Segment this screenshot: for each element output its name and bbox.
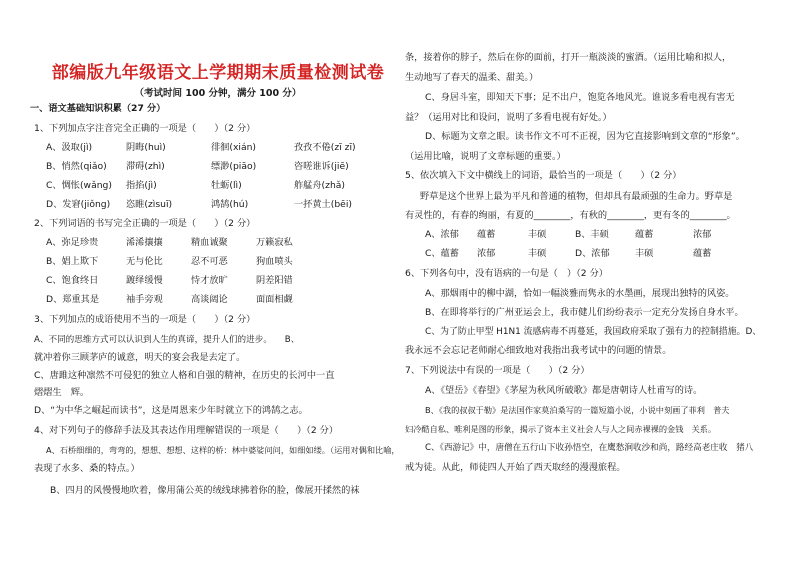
q4-option-a: A、石桥细细的，弯弯的，想想、想想、这样的桥：林中婆娑问问，如细如缕。（运用对偶和比喻， [46,445,400,455]
q2-option-row4-item4: 面面相觑 [256,294,293,305]
q4-option-c-cont: 益？（运用对比和设问，说明了多看电视有好处。） [405,112,612,123]
q2-option-row1-item2: 浠浠攘攘 [126,237,163,248]
q2-option-row1-item4: 万籁寂私 [256,237,293,248]
q4-option-a-cont: 表现了水多、桑的特点。） [34,463,140,474]
q4-option-b: B、四月的风慢慢地吹着，像用蒲公英的绒线球拂着你的脸，像展开揉然的袜 [50,485,360,496]
q2-option-row1-item1: A、弥足珍贵 [46,237,99,248]
q1-option-row3-item1: C、惆怅(wǎng) [46,180,112,191]
q2-option-row3-item1: C、饱食终日 [46,275,99,286]
q2-option-row3-item2: 踱绎缓慢 [126,275,163,286]
q5-option-row2-item5: 丰硕 [635,248,654,259]
q5-option-row2-item4: D、浓郁 [575,248,610,259]
q2-option-row1-item3: 精血诚聚 [191,237,228,248]
section-1-heading: 一、语文基础知识积累（27 分） [30,103,166,114]
q2-option-row2-item2: 无与伦比 [126,256,163,267]
q2-option-row3-item3: 恃才放旷 [191,275,228,286]
q3-option-c: C、唐雎这种凛然不可侵犯的独立人格和自强的精神，在历史的长河中一直 [34,370,335,381]
q4-option-d-cont: （运用比喻，说明了文章标题的重要。） [405,151,566,162]
q6-option-d: 我永远不会忘记老师耐心细致地对我指出我考试中的问题的情景。 [405,345,672,356]
q1-option-row4-item4: 一抔黄土(bēi) [294,199,352,210]
q4-option-b-cont: 条，接着你的脖子，然后在你的面前，打开一瓶淡淡的蜜酒。（运用比喻和拟人， [405,52,732,63]
q3-stem: 3、下列加点的成语使用不当的一项是（ ）（2 分） [34,314,256,325]
q2-option-row3-item4: 阴差阳错 [256,275,293,286]
q2-option-row4-item1: D、郑重其是 [46,294,100,305]
q6-option-b: B、在即将举行的广州亚运会上，我市健儿们纷纷表示一定充分发扬自身水平。 [425,307,744,318]
q5-option-row2-item6: 蕴蓄 [693,248,712,259]
q5-stem: 5、依次填入下文中横线上的词语，最恰当的一项是（ ）（2 分） [405,170,682,181]
q7-option-a: A、《望岳》《春望》《茅屋为秋风所破歌》都是唐朝诗人杜甫写的诗。 [425,385,703,396]
q1-option-row1-item1: A、汲取(jì) [46,142,93,153]
q1-option-row1-item4: 孜孜不倦(zī zī) [294,142,356,153]
q2-option-row4-item3: 高谈阔论 [191,294,228,305]
q6-option-c: C、为了防止甲型 H1N1 流感病毒不再蔓延，我国政府采取了强有力的控制措施。D、 [425,327,762,337]
q2-option-row2-item1: B、娼上欺下 [46,256,99,267]
q1-option-row3-item4: 舴艋舟(zhǎ) [294,180,346,191]
q6-stem: 6、下列各句中，没有语病的一句是（ ）（2 分） [405,268,608,279]
q4-option-c: C、身居斗室，即知天下事；足不出户，饱览各地风光。谁说多看电视有害无 [425,92,735,103]
q5-option-row2-item1: C、蕴蓄 [425,248,459,259]
q1-option-row4-item2: 恣睢(zìsuī) [126,199,173,210]
q4-option-d: D、标题为文章之眼。读书作文不可不正视，因为它直接影响到文章的“形象”。 [425,131,745,142]
q7-option-c: C、《西游记》中，唐僧在五行山下收孙悟空，在鹰愁涧收沙和尚，路经高老庄收 猪八 [425,443,754,453]
q5-option-row1-item6: 浓郁 [693,229,712,240]
q7-stem: 7、下列说法中有误的一项是（ ）（2 分） [405,365,590,376]
q5-option-row1-item5: 蕴蓄 [635,229,654,240]
q5-passage: 野草是这个世界上最为平凡和普通的植物，但却具有最顽强的生命力。野草是 [420,191,733,202]
q5-option-row1-item1: A、浓郁 [425,229,459,240]
q2-option-row2-item3: 忍不可恶 [191,256,228,267]
q3-option-b: 就冲着你三顾茅庐的诚意，明天的宴会我是去定了。 [34,352,246,363]
q1-option-row1-item3: 徘徊(xián) [211,142,256,153]
q1-option-row1-item2: 阴晦(huì) [126,142,166,153]
q4-stem: 4、对下列句子的修辞手法及其表达作用理解错误的一项是（ ）（2 分） [34,425,339,436]
q3-option-c-cont: 熠熠生 辉。 [34,387,90,398]
q2-stem: 2、下列词语的书写完全正确的一项是（ ）（2 分） [34,218,256,229]
q1-option-row4-item3: 鸿鹄(hú) [211,199,249,210]
q1-option-row4-item1: D、发窘(jiǒng) [46,199,111,210]
q6-option-a: A、那烟雨中的柳中湖，恰如一幅淡雅而隽永的水墨画，展现出独特的风姿。 [425,288,735,299]
subtitle: （考试时间 100 分钟，满分 100 分） [134,88,302,99]
q2-option-row4-item2: 袖手旁观 [126,294,163,305]
q4-option-b-cont2: 生动地写了春天的温柔、甜美。） [405,72,539,83]
q5-passage-cont: 有灵性的，有春的绚丽，有夏的________，有秋的________，更有冬的________。 [405,210,736,221]
q2-option-row2-item4: 狗血喷头 [256,256,293,267]
q1-option-row3-item3: 牡蛎(lì) [211,180,242,191]
q5-option-row2-item3: 丰硕 [528,248,547,259]
q7-option-b-cont: 妇冷酷自私、唯利是图的形象，揭示了资本主义社会人与人之间赤裸裸的金钱 关系。 [405,424,717,434]
q5-option-row1-item2: 蕴蓄 [477,229,496,240]
q1-option-row2-item1: B、悄然(qiǎo) [46,161,107,172]
q5-option-row1-item3: 丰硕 [528,229,547,240]
q7-option-c-cont: 戒为徒。从此，师徒四人开始了西天取经的漫漫旅程。 [405,462,626,473]
q5-option-row2-item2: 浓郁 [477,248,496,259]
q1-option-row2-item3: 缥渺(piāo) [211,161,257,172]
q1-option-row2-item2: 滞碍(zhì) [126,161,165,172]
title: 部编版九年级语文上学期期末质量检测试卷 [51,63,385,83]
q7-option-b: B、《我的叔叔于勒》是法国作家莫泊桑写的一篇短篇小说，小说中刻画了菲利 普夫 [425,405,730,415]
q3-option-d: D、“为中华之崛起而读书”，这是周恩来少年时就立下的鸿鹄之志。 [34,405,308,416]
q1-option-row2-item4: 咨嗟谁诉(jiē) [294,161,349,172]
q3-option-a: A、不同的思维方式可以认识到人生的真谛，提升人们的进步。 B、 [34,335,300,345]
q1-stem: 1、下列加点字注音完全正确的一项是（ ）（2 分） [34,123,256,134]
q1-option-row3-item2: 指掐(jì) [126,180,157,191]
q5-option-row1-item4: B、丰硕 [575,229,609,240]
